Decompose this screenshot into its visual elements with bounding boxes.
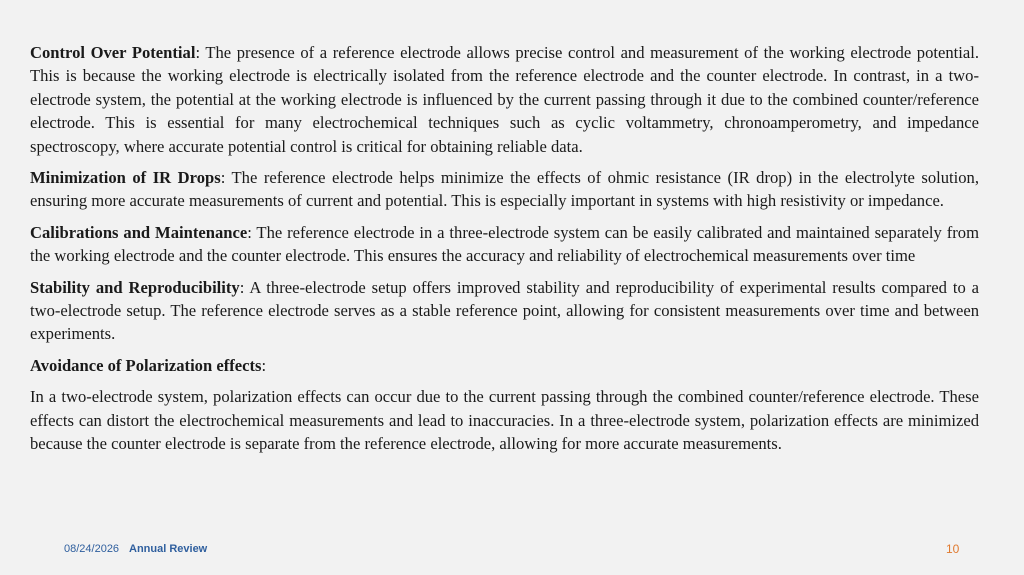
slide-body <box>30 41 979 464</box>
section-heading: Avoidance of Polarization effects <box>30 355 262 375</box>
section-calibrations-and-maintenance <box>30 221 979 268</box>
section-heading: Minimization of IR Drops <box>30 168 221 188</box>
page-number: 10 <box>946 542 960 556</box>
section-text: The reference electrode in a three-electrode system can be easily calibrated and maintained separately from the working electrode and the counter electrode. This ensures the accuracy and reliability of electrochemical measurements over time <box>30 222 979 266</box>
heading-separator: : <box>195 43 201 62</box>
section-control-over-potential <box>30 41 979 158</box>
section-avoidance-of-polarization-effects <box>30 354 979 377</box>
footer-title: Annual Review <box>129 543 208 555</box>
closing-paragraph: In a two-electrode system, polarization effects can occur due to the current passing through the combined counter/reference electrode. These effects can distort the electrochemical measurements and lead to inaccuracies. In a three-electrode system, polarization effects are minimized because the counter electrode is separate from the reference electrode, allowing for more accurate measurements. <box>30 387 979 454</box>
section-text: The reference electrode helps minimize the effects of ohmic resistance (IR drop) in the electrolyte solution, ensuring more accurate measurements of current and potential. This is especially important in systems with high resistivity or impedance. <box>30 168 979 211</box>
section-text: The presence of a reference electrode allows precise control and measurement of the working electrode potential. This is because the working electrode is electrically isolated from the reference electrode and the counter electrode. In contrast, in a two-electrode system, the potential at the working electrode is influenced by the current passing through it due to the combined counter/reference electrode. This is essential for many electrochemical techniques such as cyclic voltammetry, chronoamperometry, and impedance spectroscopy, where accurate potential control is critical for obtaining reliable data. <box>30 43 979 156</box>
heading-separator: : <box>220 168 226 188</box>
footer-date: 08/24/2026 <box>64 543 120 555</box>
section-stability-and-reproducibility <box>30 276 979 346</box>
heading-separator: : <box>247 222 252 242</box>
section-heading: Control Over Potential <box>30 43 196 62</box>
section-text: A three-electrode setup offers improved stability and reproducibility of experimental results compared to a two-electrode setup. The reference electrode serves as a stable reference point, allowing for consistent measurements over time and between experiments. <box>30 277 979 344</box>
heading-separator: : <box>239 277 245 297</box>
section-minimization-of-ir-drops <box>30 166 979 213</box>
section-heading: Stability and Reproducibility <box>30 277 240 297</box>
section-heading: Calibrations and Maintenance <box>30 222 248 242</box>
heading-separator: : <box>261 355 267 375</box>
